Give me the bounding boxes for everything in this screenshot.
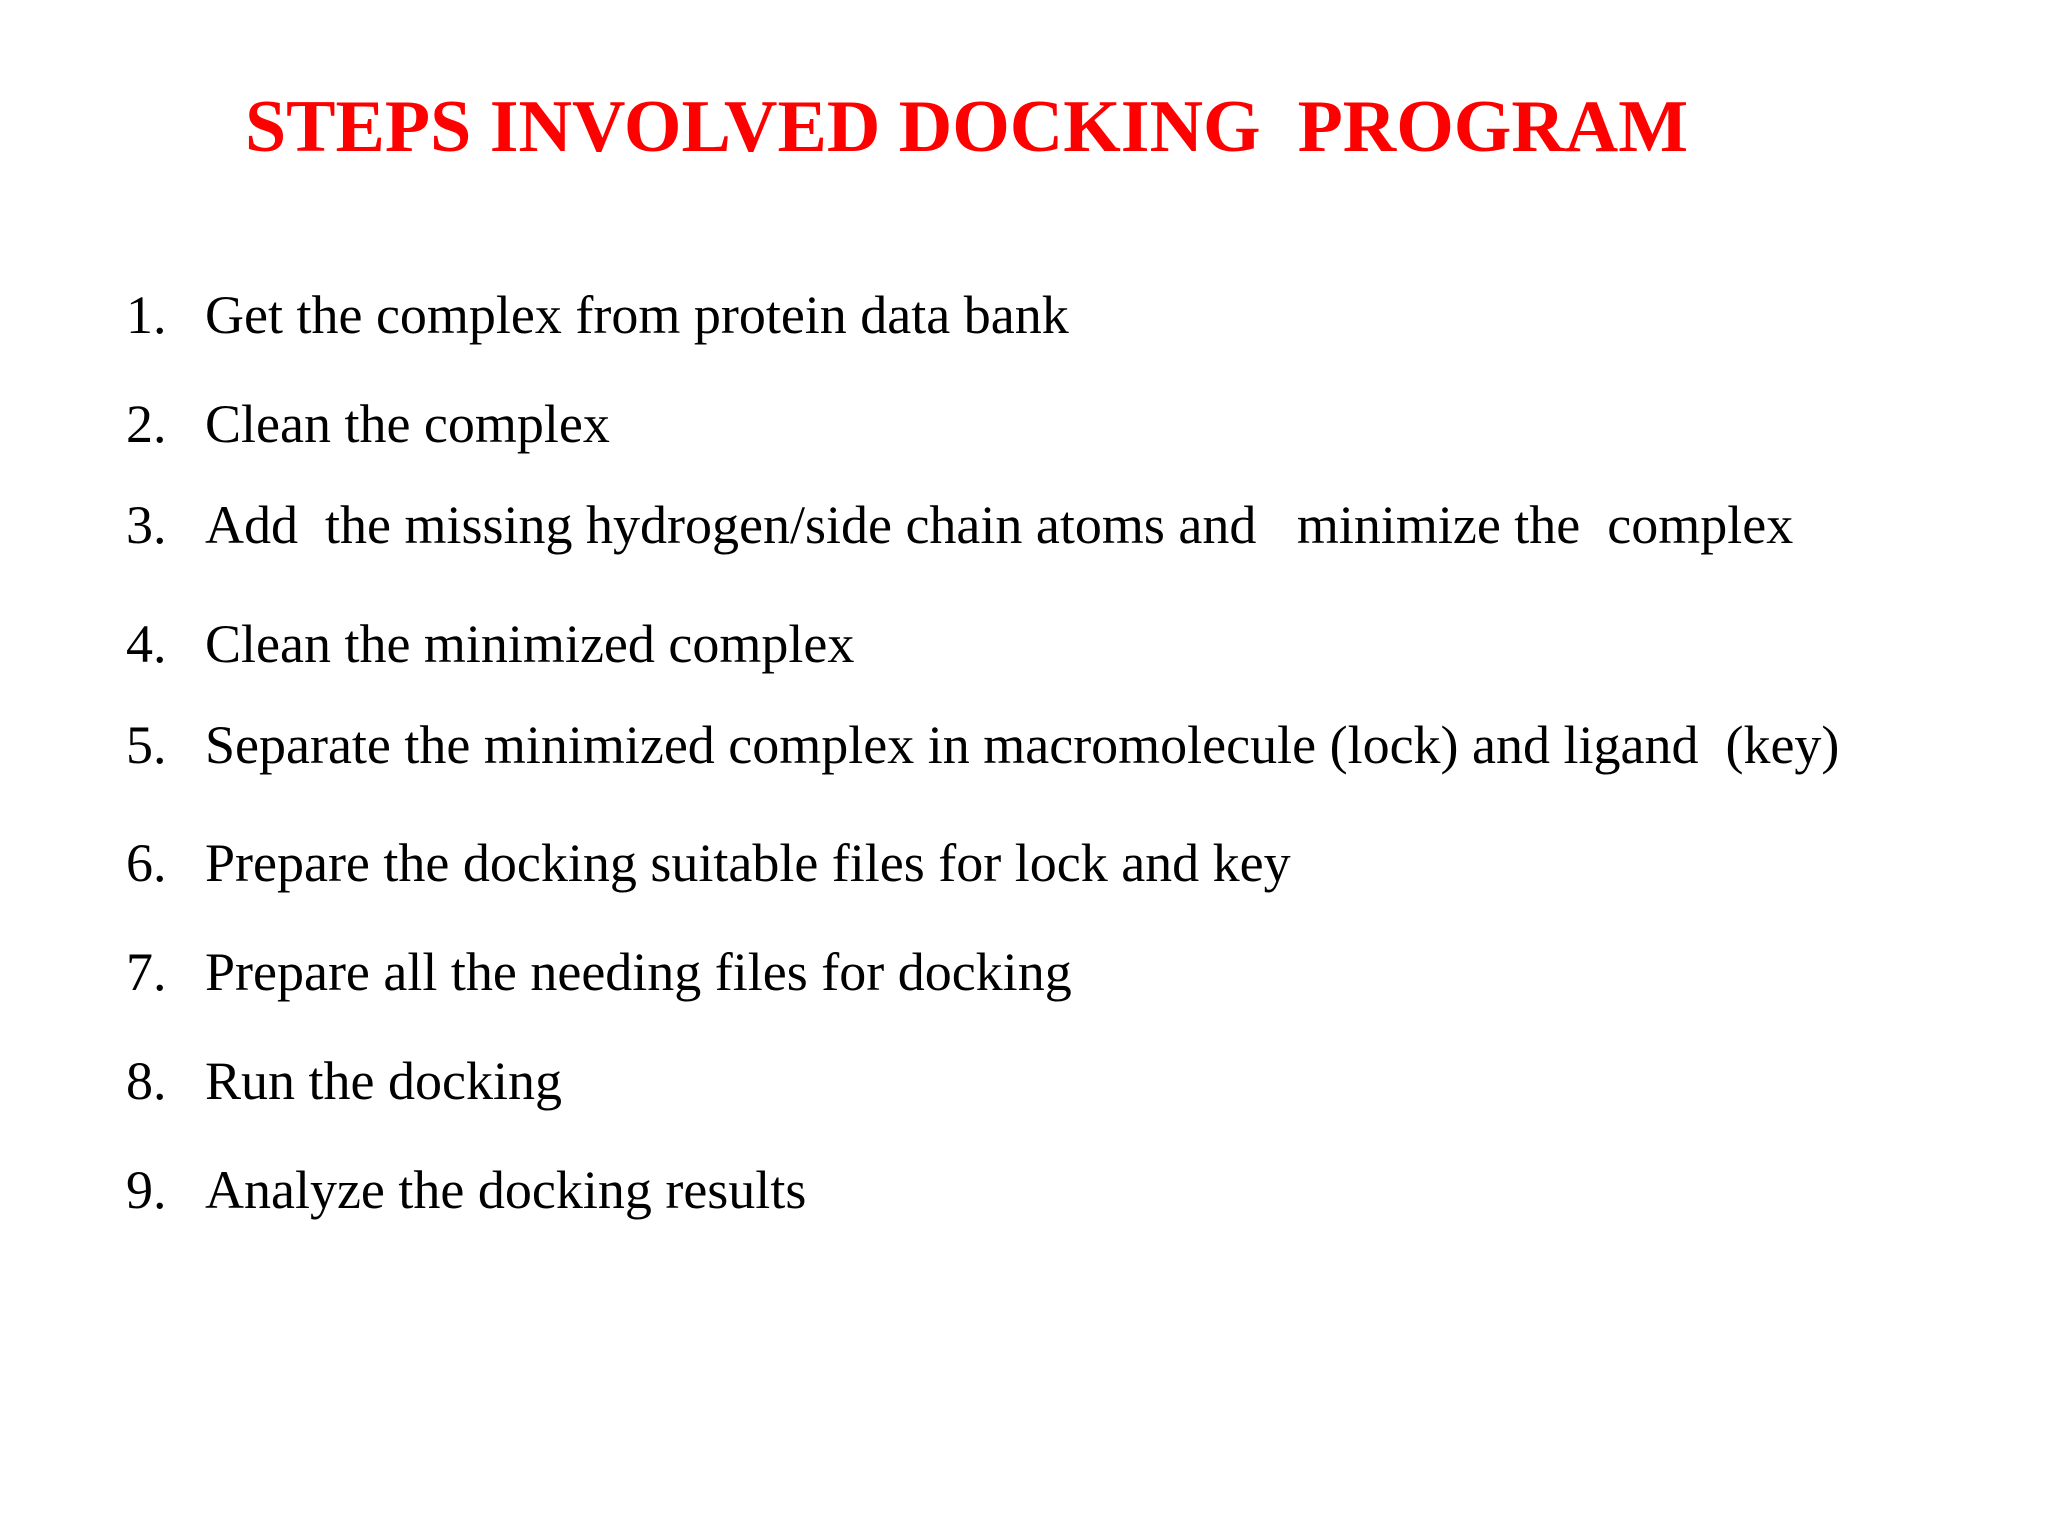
step-number: 2.	[126, 394, 167, 454]
step-number: 4.	[126, 614, 167, 674]
step-number: 8.	[126, 1051, 167, 1111]
step-text: Clean the minimized complex	[205, 614, 855, 674]
step-text: Add the missing hydrogen/side chain atoms and minimize the complex	[205, 495, 1794, 555]
list-item	[0, 280, 1069, 350]
step-text: Prepare the docking suitable files for lock and key	[205, 833, 1291, 893]
step-text: Prepare all the needing files for docking	[205, 942, 1072, 1002]
slide-title: STEPS INVOLVED DOCKING PROGRAM	[245, 86, 1689, 168]
step-number: 7.	[126, 942, 167, 1002]
step-text: Separate the minimized complex in macromolecule (lock) and ligand (key)	[205, 715, 1840, 775]
list-item	[0, 1046, 562, 1116]
step-number: 9.	[126, 1160, 167, 1220]
step-text: Clean the complex	[205, 394, 610, 454]
step-number: 3.	[126, 495, 167, 555]
list-item	[0, 828, 1291, 898]
list-item	[0, 490, 1794, 560]
step-number: 6.	[126, 833, 167, 893]
list-item	[0, 609, 855, 679]
step-number: 5.	[126, 715, 167, 775]
list-item	[0, 937, 1072, 1007]
step-text: Get the complex from protein data bank	[205, 285, 1069, 345]
step-number: 1.	[126, 285, 167, 345]
list-item	[0, 389, 610, 459]
step-text: Analyze the docking results	[205, 1160, 807, 1220]
list-item	[0, 1155, 807, 1225]
list-item	[0, 710, 1840, 780]
step-text: Run the docking	[205, 1051, 562, 1111]
